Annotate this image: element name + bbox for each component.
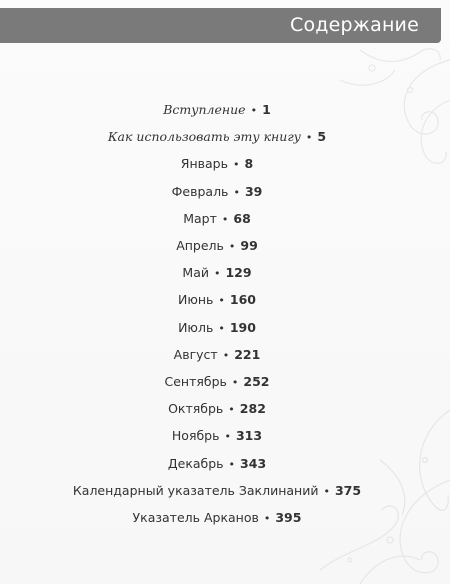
- toc-entry-title: Сентябрь: [164, 374, 227, 389]
- toc-entry-title: Февраль: [171, 183, 229, 199]
- toc-entry-page-number: 1: [262, 102, 271, 117]
- bullet-separator: •: [250, 104, 258, 117]
- toc-entry-page-number: 282: [239, 401, 266, 417]
- toc-entry-page-number: 190: [229, 319, 256, 335]
- toc-entry-page-number: 395: [275, 510, 302, 525]
- toc-entry[interactable]: [0, 154, 434, 174]
- toc-entry-title: Как использовать эту книгу: [107, 129, 301, 145]
- toc-entry[interactable]: [0, 399, 434, 419]
- bullet-separator: •: [233, 185, 240, 199]
- bullet-separator: •: [213, 267, 221, 281]
- toc-entry-title: Июнь: [177, 292, 214, 308]
- toc-entry-title: Календарный указатель Заклинаний: [72, 482, 319, 498]
- page-title: Содержание: [290, 14, 419, 36]
- toc-entry-page-number: 99: [240, 238, 258, 253]
- toc-entry-page-number: 313: [235, 428, 263, 444]
- bullet-separator: •: [222, 348, 230, 362]
- toc-entry[interactable]: [0, 345, 434, 365]
- toc-entry[interactable]: [0, 426, 434, 446]
- toc-entry-title: Январь: [180, 156, 228, 172]
- toc-entry[interactable]: [0, 127, 434, 147]
- toc-entry[interactable]: [0, 508, 434, 528]
- toc-entry-title: Апрель: [176, 238, 224, 253]
- toc-entry-page-number: 221: [234, 346, 261, 362]
- toc-entry[interactable]: [0, 290, 434, 310]
- toc-entry-page-number: 252: [243, 374, 270, 389]
- toc-entry-title: Ноябрь: [171, 428, 220, 444]
- toc-entry-title: Указатель Арканов: [132, 510, 259, 525]
- bullet-separator: •: [263, 512, 271, 525]
- bullet-separator: •: [218, 294, 225, 308]
- toc-entry[interactable]: [0, 182, 434, 202]
- bullet-separator: •: [221, 212, 229, 226]
- toc-entry[interactable]: [0, 318, 434, 338]
- bullet-separator: •: [323, 484, 330, 498]
- bullet-separator: •: [231, 376, 239, 389]
- bullet-separator: •: [224, 430, 231, 444]
- toc-entry-title: Март: [183, 210, 217, 226]
- toc-entry-page-number: 160: [229, 292, 256, 308]
- toc-entry-page-number: 39: [244, 183, 263, 199]
- toc-entry[interactable]: [0, 236, 434, 256]
- toc-entry-page-number: 8: [244, 156, 254, 172]
- toc-entry-title: Вступление: [163, 102, 246, 117]
- toc-entry[interactable]: [0, 209, 434, 229]
- bullet-separator: •: [228, 457, 236, 471]
- toc-entry-title: Июль: [178, 319, 214, 335]
- toc-entry[interactable]: [0, 100, 434, 120]
- toc-entry-page-number: 343: [240, 455, 267, 471]
- bullet-separator: •: [305, 131, 313, 145]
- toc-entry-title: Май: [182, 265, 209, 281]
- bullet-separator: •: [218, 321, 225, 335]
- toc-entry-title: Декабрь: [167, 455, 224, 471]
- toc-entry[interactable]: [0, 263, 434, 283]
- toc-entry-page-number: 375: [334, 482, 362, 498]
- toc-entry-page-number: 5: [317, 129, 327, 145]
- toc-entry-title: Октябрь: [168, 401, 224, 417]
- toc-entry-page-number: 129: [225, 265, 252, 281]
- toc-entry[interactable]: [0, 372, 434, 392]
- bullet-separator: •: [228, 240, 236, 253]
- header-bar: [0, 8, 441, 43]
- toc-entry[interactable]: [0, 481, 434, 501]
- toc-entry[interactable]: [0, 454, 434, 474]
- toc-entry-page-number: 68: [233, 210, 251, 226]
- toc-entry-title: Август: [173, 346, 218, 362]
- bullet-separator: •: [228, 403, 235, 417]
- bullet-separator: •: [232, 158, 240, 172]
